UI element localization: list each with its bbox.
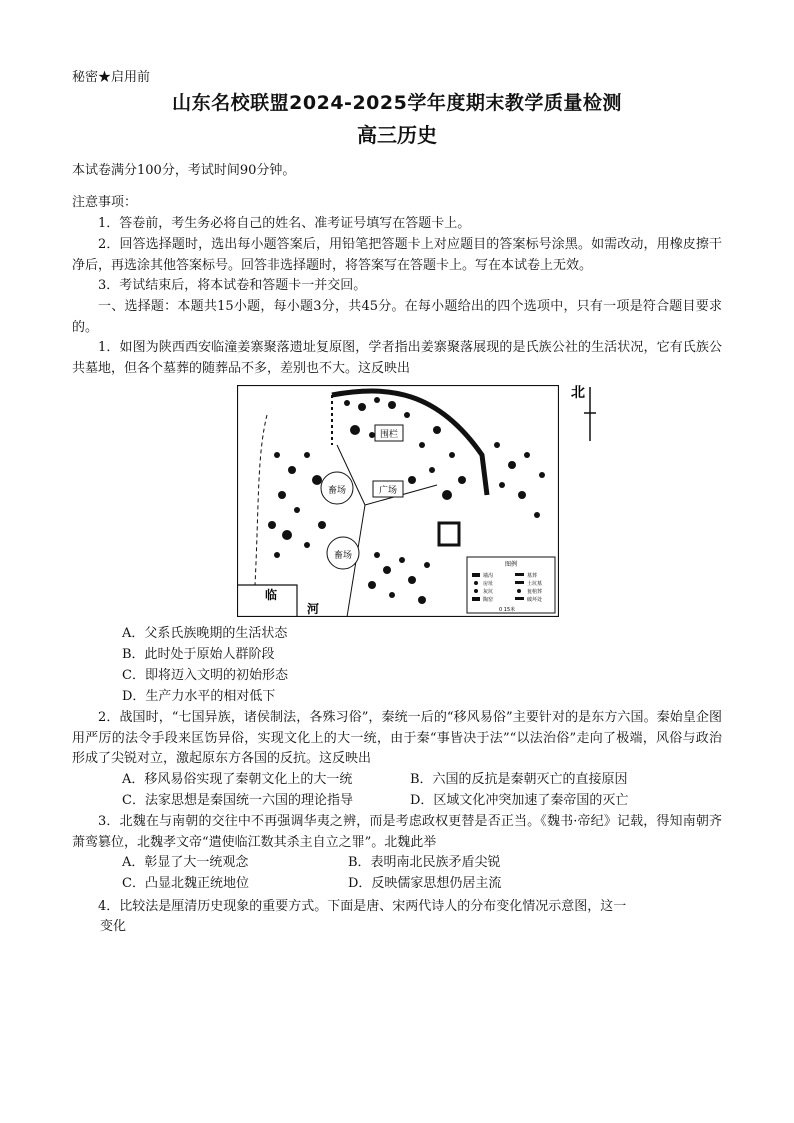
notice-item: 2．回答选择题时，选出每小题答案后，用铅笔把答题卡上对应题目的答案标号涂黑。如需改动，用橡皮擦干净后，再选涂其他答案标号。回答非选择题时，将答案写在答题卡上。写在本试卷上无效。	[72, 237, 722, 273]
question-option: B．六国的反抗是秦朝灭亡的直接原因	[410, 772, 628, 787]
question-option: B．此时处于原始人群阶段	[122, 647, 275, 662]
exam-title: 山东名校联盟2024-2025学年度期末教学质量检测	[172, 92, 622, 114]
svg-text:墙沟: 墙沟	[483, 573, 494, 579]
question-option: C．凸显北魏正统地位	[122, 876, 249, 891]
north-label: 北	[571, 385, 585, 401]
map-label-river: 河	[307, 602, 320, 616]
confidential-mark: 秘密★启用前	[72, 70, 151, 85]
map-label-square: 广场	[378, 486, 398, 496]
question-option: D．反映儒家思想仍居主流	[348, 876, 502, 891]
exam-intro: 本试卷满分100分，考试时间90分钟。	[72, 163, 296, 178]
question-stem-cont: 变化	[100, 919, 127, 934]
svg-text:房址: 房址	[483, 581, 494, 587]
legend-scale: 0 15米	[499, 607, 516, 613]
section-heading: 一、选择题：本题共15小题，每小题3分，共45分。在每小题给出的四个选项中，只有一项是符合题目要求的。	[72, 299, 722, 335]
svg-text:灰坑: 灰坑	[483, 589, 494, 595]
jiangzhai-settlement-map	[237, 385, 559, 617]
svg-text:墓葬: 墓葬	[527, 573, 538, 579]
question-option: D．生产力水平的相对低下	[122, 689, 276, 704]
question-stem: 1．如图为陕西西安临潼姜寨聚落遗址复原图，学者指出姜寨聚落展现的是氏族公社的生活状况，它有氏族公共墓地，但各个墓葬的随葬品不多，差别也不大。这反映出	[72, 340, 722, 376]
question-option: C．法家思想是秦国统一六国的理论指导	[122, 793, 353, 808]
question-stem: 3．北魏在与南朝的交往中不再强调华夷之辨，而是考虑政权更替是否正当。《魏书·帝纪》记载，得知南朝齐萧鸾篡位，北魏孝文帝“遣使临江数其杀主自立之罪”。北魏此举	[72, 814, 722, 850]
svg-text:破坏处: 破坏处	[527, 597, 543, 603]
question-option: D．区域文化冲突加速了秦帝国的灭亡	[410, 793, 629, 808]
map-label-river: 临	[265, 588, 278, 602]
map-label-pen: 畜场	[327, 486, 347, 496]
question-option: A．父系氏族晚期的生活状态	[122, 626, 288, 641]
svg-text:陶窑: 陶窑	[483, 597, 494, 603]
svg-text:瓮棺葬: 瓮棺葬	[527, 589, 543, 595]
question-option: A．彰显了大一统观念	[122, 855, 249, 870]
notice-item: 1．答卷前，考生务必将自己的姓名、准考证号填写在答题卡上。	[98, 216, 471, 231]
north-arrow	[568, 383, 598, 443]
legend-title: 图例	[504, 561, 518, 568]
notice-heading: 注意事项：	[72, 195, 138, 210]
question-stem: 4．比较法是厘清历史现象的重要方式。下面是唐、宋两代诗人的分布变化情况示意图，这一	[98, 899, 627, 914]
notice-item: 3．考试结束后，将本试卷和答题卡一并交回。	[98, 278, 367, 293]
map-label-pen: 畜场	[333, 551, 353, 561]
exam-subject: 高三历史	[357, 123, 437, 147]
svg-text:土坑墓: 土坑墓	[527, 581, 543, 587]
question-option: C．即将迈入文明的初始形态	[122, 668, 288, 683]
map-label-fence: 围栏	[379, 430, 399, 440]
question-stem: 2．战国时，“七国异族，诸侯制法，各殊习俗”，秦统一后的“移风易俗”主要针对的是东方六国。秦始皇企图用严厉的法令手段来匡饬异俗，实现文化上的大一统，由于秦“事皆决于法”“以法治俗”走向了极端，风俗与政治形成了尖锐对立，激起原东方各国的反抗。这反映出	[72, 710, 722, 766]
question-option: B．表明南北民族矛盾尖锐	[348, 855, 501, 870]
question-option: A．移风易俗实现了秦朝文化上的大一统	[122, 772, 353, 787]
